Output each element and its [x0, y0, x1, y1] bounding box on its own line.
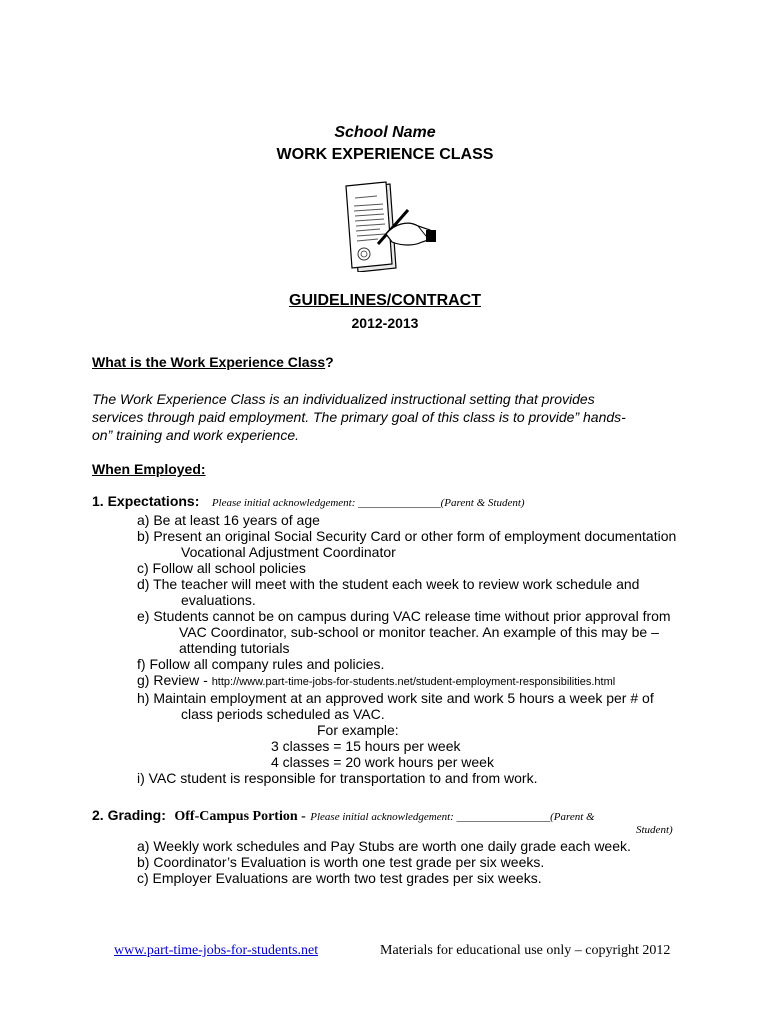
list-item: f) Follow all company rules and policies.: [137, 656, 385, 672]
list-item: For example:: [317, 722, 399, 738]
intro-line: services through paid employment. The primary goal of this class is to provide” hands-: [92, 409, 626, 425]
list-item: 4 classes = 20 work hours per week: [271, 754, 494, 770]
year-label: 2012-2013: [351, 315, 419, 331]
expectations-header: [92, 493, 525, 511]
grading-subheading: Off-Campus Portion -: [174, 809, 306, 824]
contract-signing-icon: [330, 180, 440, 272]
list-item: VAC Coordinator, sub-school or monitor teacher. An example of this may be –: [179, 624, 659, 640]
grading-header: [92, 807, 595, 825]
list-item: e) Students cannot be on campus during VAC release time without prior approval from: [137, 608, 671, 624]
expectations-list: [137, 512, 676, 786]
list-item: b) Present an original Social Security Card or other form of employment documentation: [137, 528, 677, 544]
grading-list: [137, 838, 631, 886]
list-item: c) Employer Evaluations are worth two test grades per six weeks.: [137, 870, 542, 886]
list-item: i) VAC student is responsible for transportation to and from work.: [137, 770, 538, 786]
list-item: d) The teacher will meet with the student each week to review work schedule and: [137, 576, 640, 592]
footer-link[interactable]: www.part-time-jobs-for-students.net: [114, 943, 319, 958]
list-item-review: [137, 672, 676, 690]
list-item: Vocational Adjustment Coordinator: [181, 544, 396, 560]
review-label: g) Review -: [137, 672, 212, 688]
intro-line: The Work Experience Class is an individualized instructional setting that provides: [92, 391, 595, 407]
intro-question-text: What is the Work Experience Class: [92, 354, 326, 370]
when-employed-heading: When Employed:: [92, 461, 206, 477]
intro-question-mark: ?: [325, 354, 334, 370]
list-item: a) Weekly work schedules and Pay Stubs are worth one daily grade each week.: [137, 838, 631, 854]
expectations-ack: Please initial acknowledgement: _______________(Parent & Student): [211, 497, 525, 509]
list-item: a) Be at least 16 years of age: [137, 512, 320, 528]
grading-heading: 2. Grading:: [92, 807, 166, 823]
list-item: c) Follow all school policies: [137, 560, 306, 576]
expectations-heading: 1. Expectations:: [92, 493, 200, 509]
school-name: School Name: [334, 124, 436, 141]
list-item: attending tutorials: [179, 640, 290, 656]
intro-paragraph: [92, 390, 626, 444]
list-item: evaluations.: [181, 592, 256, 608]
list-item: 3 classes = 15 hours per week: [271, 738, 461, 754]
intro-line: on” training and work experience.: [92, 427, 300, 443]
intro-question: [92, 354, 334, 370]
footer-note: Materials for educational use only – copyright 2012: [380, 943, 671, 958]
grading-ack: Please initial acknowledgement: _________________(Parent &: [310, 811, 595, 823]
review-url[interactable]: http://www.part-time-jobs-for-students.net/student-employment-responsibilities.html: [211, 676, 616, 688]
list-item: h) Maintain employment at an approved work site and work 5 hours a week per # of: [137, 690, 654, 706]
class-title: WORK EXPERIENCE CLASS: [276, 146, 494, 163]
section-title: GUIDELINES/CONTRACT: [289, 292, 481, 309]
list-item: b) Coordinator’s Evaluation is worth one test grade per six weeks.: [137, 854, 545, 870]
grading-ack-cont: Student): [636, 824, 673, 836]
list-item: class periods scheduled as VAC.: [181, 706, 385, 722]
